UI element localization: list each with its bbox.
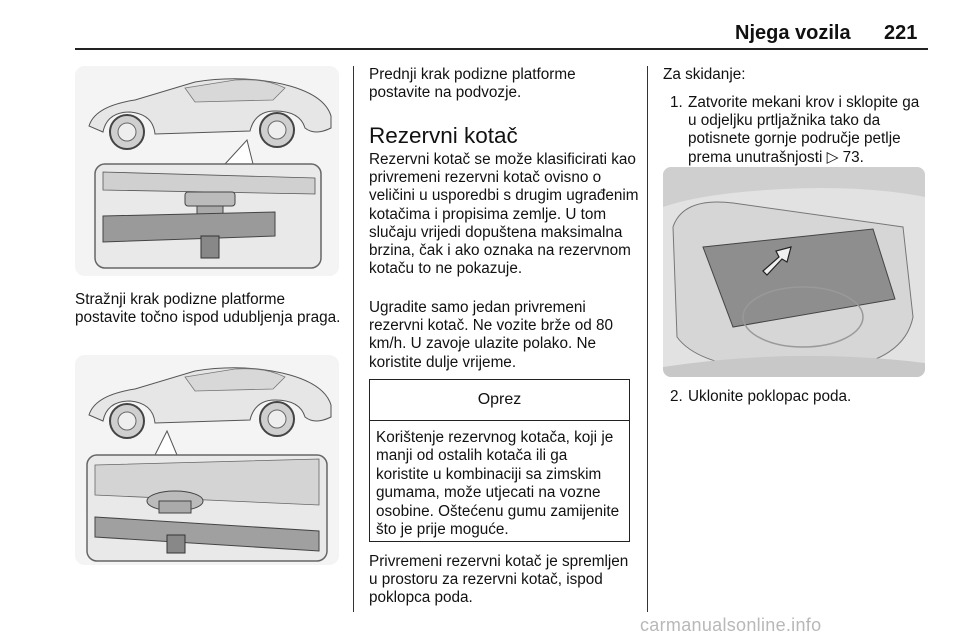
watermark: carmanualsonline.info	[640, 615, 822, 635]
caution-title: Oprez	[370, 380, 629, 421]
page-reference-icon: ▷	[826, 148, 839, 166]
removal-intro: Za skidanje:	[663, 66, 746, 83]
caution-text: Korištenje rezervnog kotača, koji je manji od ostalih kotača ili ga koristite u kombinaciji sa zimskim gumama, može utjecati na vozne osobine. Oštećenu gumu zamijenite što je prije moguće.	[376, 429, 620, 539]
trunk-floor-cover-illustration	[663, 167, 925, 377]
step-1-page-ref[interactable]: 73.	[842, 148, 864, 166]
step-1-text: Zatvorite mekani krov i sklopite ga u odjeljku prtljažnika tako da potisnete gornje područje petlje prema unutrašnjosti ▷ 73.	[688, 94, 920, 166]
front-arm-instruction: Prednji krak podizne platforme postavite na podvozje.	[369, 66, 576, 102]
spare-wheel-usage-paragraph: Ugradite samo jedan privremeni rezervni kotač. Ne vozite brže od 80 km/h. U zavoje ulazite polako. Ne koristite dulje vrijeme.	[369, 299, 614, 371]
step-2-text: Uklonite poklopac poda.	[688, 388, 852, 405]
trunk-floor-cover-figure	[663, 167, 925, 377]
spare-wheel-heading: Rezervni kotač	[369, 123, 518, 148]
page-header	[0, 0, 960, 56]
car-lift-rear-figure	[75, 66, 339, 276]
removal-step-2	[670, 388, 928, 408]
step-2-number: 2.	[670, 388, 683, 405]
spare-wheel-classification-paragraph: Rezervni kotač se može klasificirati kao privremeni rezervni kotač ovisno o veličini u usporedbi s drugim ugrađenim kotačima i propisima zemlje. U tom slučaju vrijedi dopuštena maksimalna brzina, čak i ako oznaka na rezervnom kotaču to ne pokazuje.	[369, 151, 639, 278]
column-divider-right	[647, 66, 648, 612]
page-number: 221	[884, 22, 918, 44]
car-lift-front-figure	[75, 355, 339, 565]
header-divider	[75, 48, 928, 50]
rear-arm-caption: Stražnji krak podizne platforme postavite točno ispod udubljenja praga.	[75, 291, 341, 327]
step-1-number: 1.	[670, 94, 683, 111]
section-title: Njega vozila	[735, 22, 851, 44]
car-lift-front-illustration	[75, 355, 339, 565]
removal-step-1	[670, 94, 928, 169]
column-divider-left	[353, 66, 354, 612]
caution-box	[369, 379, 630, 542]
spare-wheel-location-paragraph: Privremeni rezervni kotač je spremljen u prostoru za rezervni kotač, ispod poklopca poda.	[369, 553, 629, 607]
car-lift-rear-illustration	[75, 66, 339, 276]
